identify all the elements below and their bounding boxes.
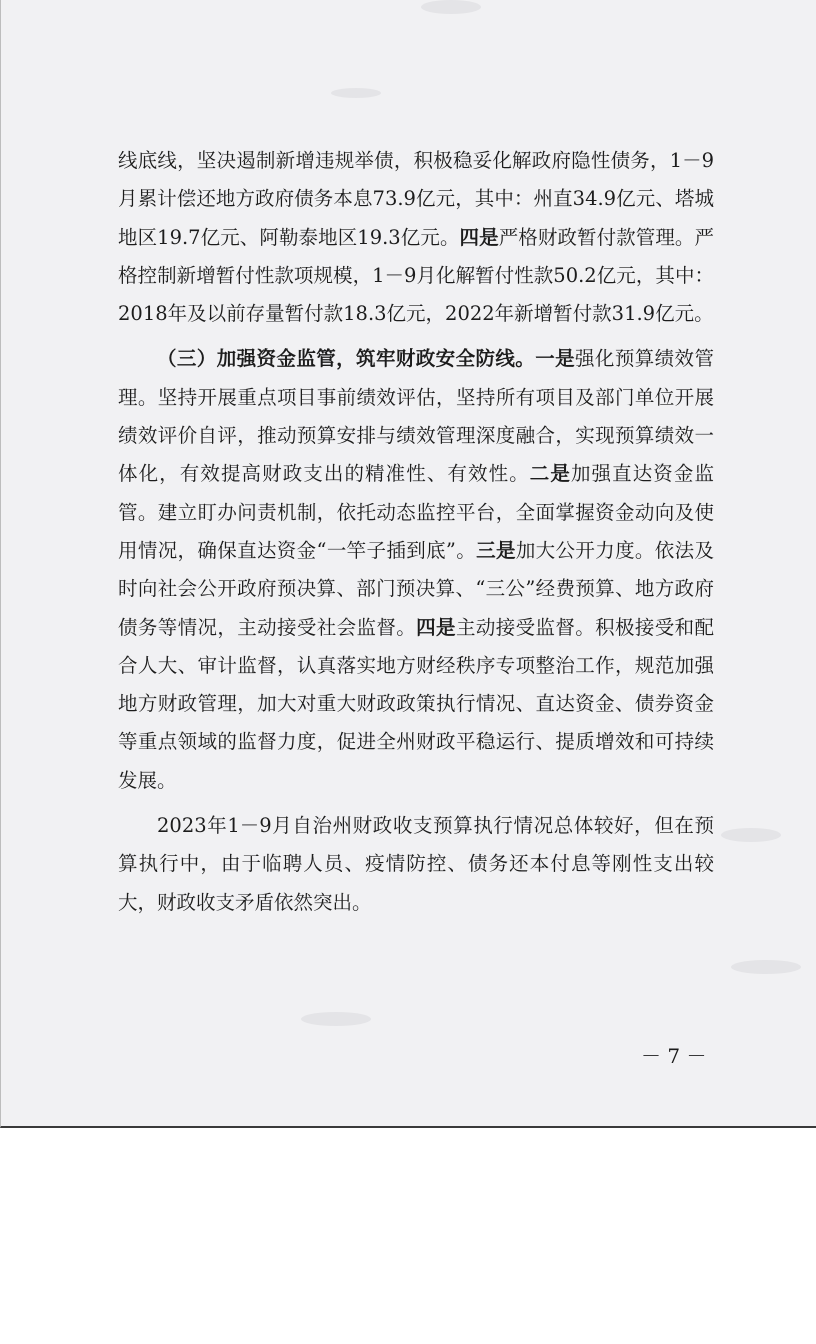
paragraph-debt-continuation bbox=[118, 142, 714, 333]
scan-smudge bbox=[331, 88, 381, 98]
bold-run: 三是 bbox=[476, 538, 516, 562]
text-run: 主动接受监督。积极接受和配合人大、审计监督，认真落实地方财经秩序专项整治工作，规范加强地方财政管理，加大对重大财政政策执行情况、直达资金、债券资金等重点领域的监督力度，促进全州财政平稳运行、提质增效和可持续发展。 bbox=[118, 615, 714, 792]
text-run: 加强直达资金监管。建立盯办问责机制，依托动态监控平台，全面掌握资金动向及使用情况，确保直达资金“一竿子插到底”。 bbox=[118, 462, 714, 562]
text-run: 强化预算绩效管理。坚持开展重点项目事前绩效评估，坚持所有项目及部门单位开展绩效评价自评，推动预算安排与绩效管理深度融合，实现预算绩效一体化，有效提高财政支出的精准性、有效性。 bbox=[118, 347, 714, 486]
page-number: － 7 － bbox=[641, 1044, 707, 1068]
scan-smudge bbox=[301, 1012, 371, 1026]
scan-smudge bbox=[721, 828, 781, 842]
paragraph-fund-supervision bbox=[118, 340, 714, 800]
bold-run: 一是 bbox=[535, 347, 576, 371]
text-run: 2023年1－9月自治州财政收支预算执行情况总体较好，但在预算执行中，由于临聘人员、疫情防控、债务还本付息等刚性支出较大，财政收支矛盾依然突出。 bbox=[118, 814, 714, 914]
text-run: 加大公开力度。依法及时向社会公开政府预决算、部门预决算、“三公”经费预算、地方政府债务等情况，主动接受社会监督。 bbox=[118, 538, 714, 639]
bold-run: 四是 bbox=[416, 615, 456, 639]
text-run: 线底线，坚决遏制新增违规举债，积极稳妥化解政府隐性债务，1－9月累计偿还地方政府债务本息73.9亿元，其中：州直34.9亿元、塔城地区19.7亿元、阿勒泰地区19.3亿元。 bbox=[118, 149, 714, 249]
bold-run: （三）加强资金监管，筑牢财政安全防线。 bbox=[157, 347, 536, 371]
scan-smudge bbox=[731, 960, 801, 974]
bold-run: 四是 bbox=[459, 225, 499, 249]
scan-smudge bbox=[421, 0, 481, 14]
bold-run: 二是 bbox=[529, 462, 571, 486]
text-run: 严格财政暂付款管理。严格控制新增暂付性款项规模，1－9月化解暂付性款50.2亿元，其中：2018年及以前存量暂付款18.3亿元，2022年新增暂付款31.9亿元。 bbox=[118, 225, 714, 326]
document-body bbox=[118, 142, 714, 929]
paragraph-summary bbox=[118, 807, 714, 922]
